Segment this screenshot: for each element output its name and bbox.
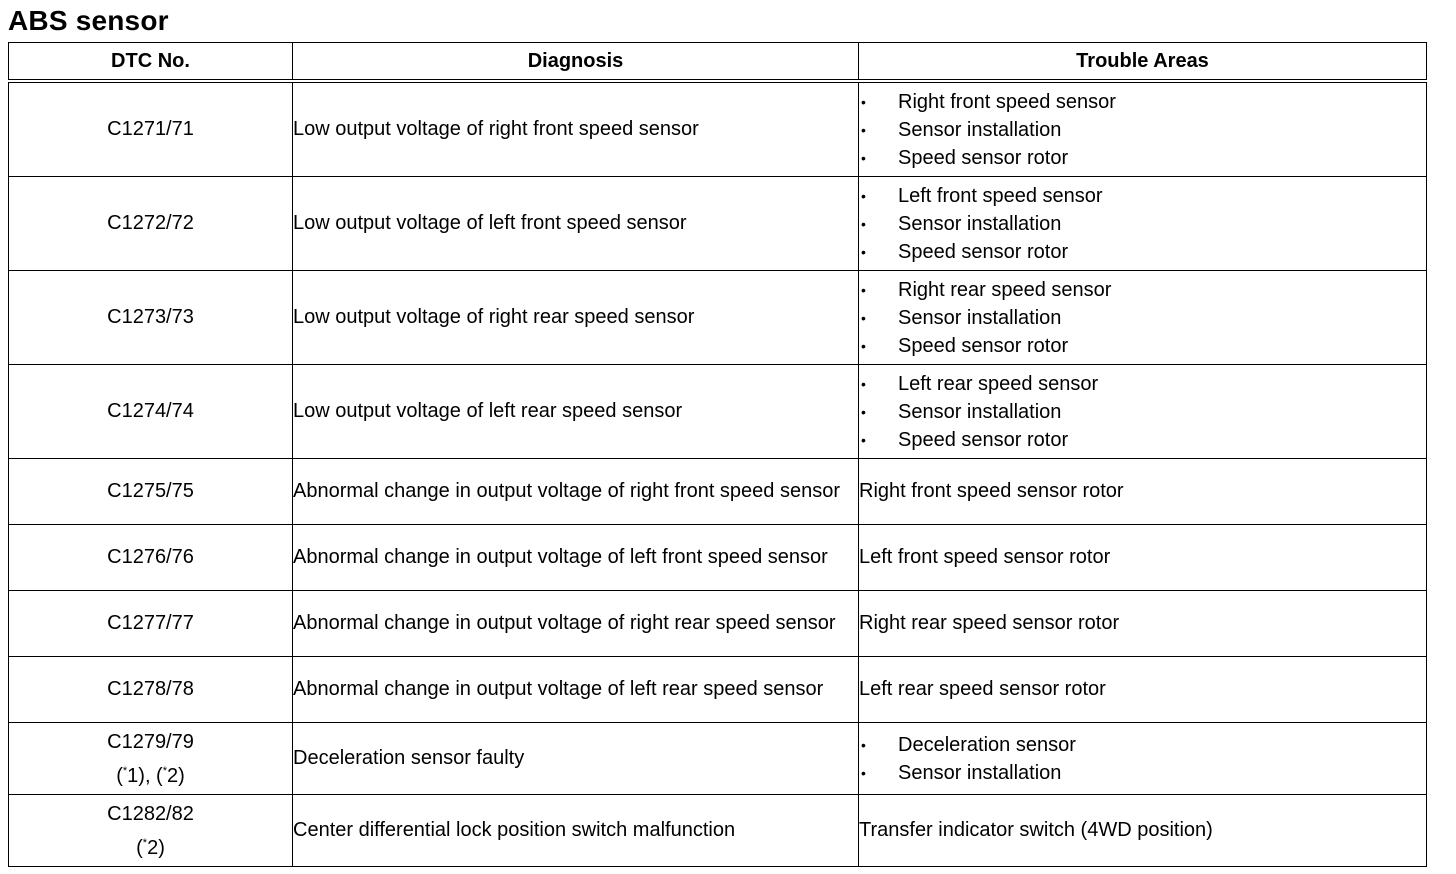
diagnosis-text: Deceleration sensor faulty [293,723,859,795]
bullet-icon: • [861,215,866,232]
diagnosis-text: Abnormal change in output voltage of right rear speed sensor [293,591,859,657]
dtc-table [8,42,1427,867]
asterisk-icon: * [122,764,128,777]
dtc-code: C1275/75 [9,459,293,525]
dtc-code-value: C1282/82 [107,802,194,825]
table-row [9,365,1427,459]
bullet-icon: • [861,187,866,204]
dtc-code [9,723,293,795]
list-item: • Right front speed sensor [859,88,1426,116]
list-item: • Speed sensor rotor [859,144,1426,172]
dtc-code: C1278/78 [9,657,293,723]
list-item: • Left front speed sensor [859,182,1426,210]
table-row [9,795,1427,867]
dtc-footnote: (*2) [136,836,165,859]
list-item: • Sensor installation [859,304,1426,332]
asterisk-icon: * [162,764,167,777]
list-item: • Sensor installation [859,759,1426,787]
dtc-code-value: C1279/79 [107,730,194,753]
trouble-areas [859,81,1427,177]
dtc-code: C1274/74 [9,365,293,459]
list-item: • Right rear speed sensor [859,276,1426,304]
table-header-row [9,43,1427,82]
bullet-icon: • [861,149,866,166]
asterisk-icon: * [142,836,148,849]
trouble-list [859,370,1426,454]
diagnosis-text: Low output voltage of right front speed sensor [293,81,859,177]
table-row [9,271,1427,365]
trouble-areas: Left front speed sensor rotor [859,525,1427,591]
trouble-areas [859,177,1427,271]
dtc-code: C1277/77 [9,591,293,657]
bullet-icon: • [861,736,866,753]
page-title: ABS sensor [8,5,169,36]
trouble-areas [859,271,1427,365]
trouble-areas [859,723,1427,795]
table-row [9,591,1427,657]
bullet-icon: • [861,93,866,110]
dtc-code: C1272/72 [9,177,293,271]
diagnosis-text: Low output voltage of left front speed sensor [293,177,859,271]
table-row [9,81,1427,177]
list-item: • Speed sensor rotor [859,238,1426,266]
trouble-list [859,182,1426,266]
bullet-icon: • [861,403,866,420]
trouble-list [859,88,1426,172]
dtc-footnote: (*1), (*2) [116,764,185,787]
trouble-areas: Left rear speed sensor rotor [859,657,1427,723]
header-dtc: DTC No. [9,43,293,82]
table-row [9,723,1427,795]
list-item: • Sensor installation [859,116,1426,144]
table-row [9,459,1427,525]
diagnosis-text: Abnormal change in output voltage of left rear speed sensor [293,657,859,723]
diagnosis-text: Low output voltage of right rear speed sensor [293,271,859,365]
dtc-code [9,795,293,867]
table-row [9,657,1427,723]
bullet-icon: • [861,309,866,326]
table-row [9,177,1427,271]
bullet-icon: • [861,431,866,448]
bullet-icon: • [861,281,866,298]
trouble-areas: Right rear speed sensor rotor [859,591,1427,657]
dtc-code: C1271/71 [9,81,293,177]
list-item: • Deceleration sensor [859,731,1426,759]
diagnosis-text: Center differential lock position switch malfunction [293,795,859,867]
trouble-list [859,276,1426,360]
list-item: • Speed sensor rotor [859,426,1426,454]
list-item: • Sensor installation [859,210,1426,238]
bullet-icon: • [861,764,866,781]
bullet-icon: • [861,243,866,260]
header-diagnosis: Diagnosis [293,43,859,82]
trouble-areas [859,365,1427,459]
bullet-icon: • [861,337,866,354]
list-item: • Speed sensor rotor [859,332,1426,360]
diagnosis-text: Low output voltage of left rear speed sensor [293,365,859,459]
trouble-areas: Right front speed sensor rotor [859,459,1427,525]
trouble-list [859,731,1426,787]
dtc-code: C1276/76 [9,525,293,591]
bullet-icon: • [861,121,866,138]
header-trouble-areas: Trouble Areas [859,43,1427,82]
list-item: • Left rear speed sensor [859,370,1426,398]
trouble-areas: Transfer indicator switch (4WD position) [859,795,1427,867]
dtc-code: C1273/73 [9,271,293,365]
list-item: • Sensor installation [859,398,1426,426]
table-row [9,525,1427,591]
diagnosis-text: Abnormal change in output voltage of right front speed sensor [293,459,859,525]
bullet-icon: • [861,375,866,392]
diagnosis-text: Abnormal change in output voltage of left front speed sensor [293,525,859,591]
